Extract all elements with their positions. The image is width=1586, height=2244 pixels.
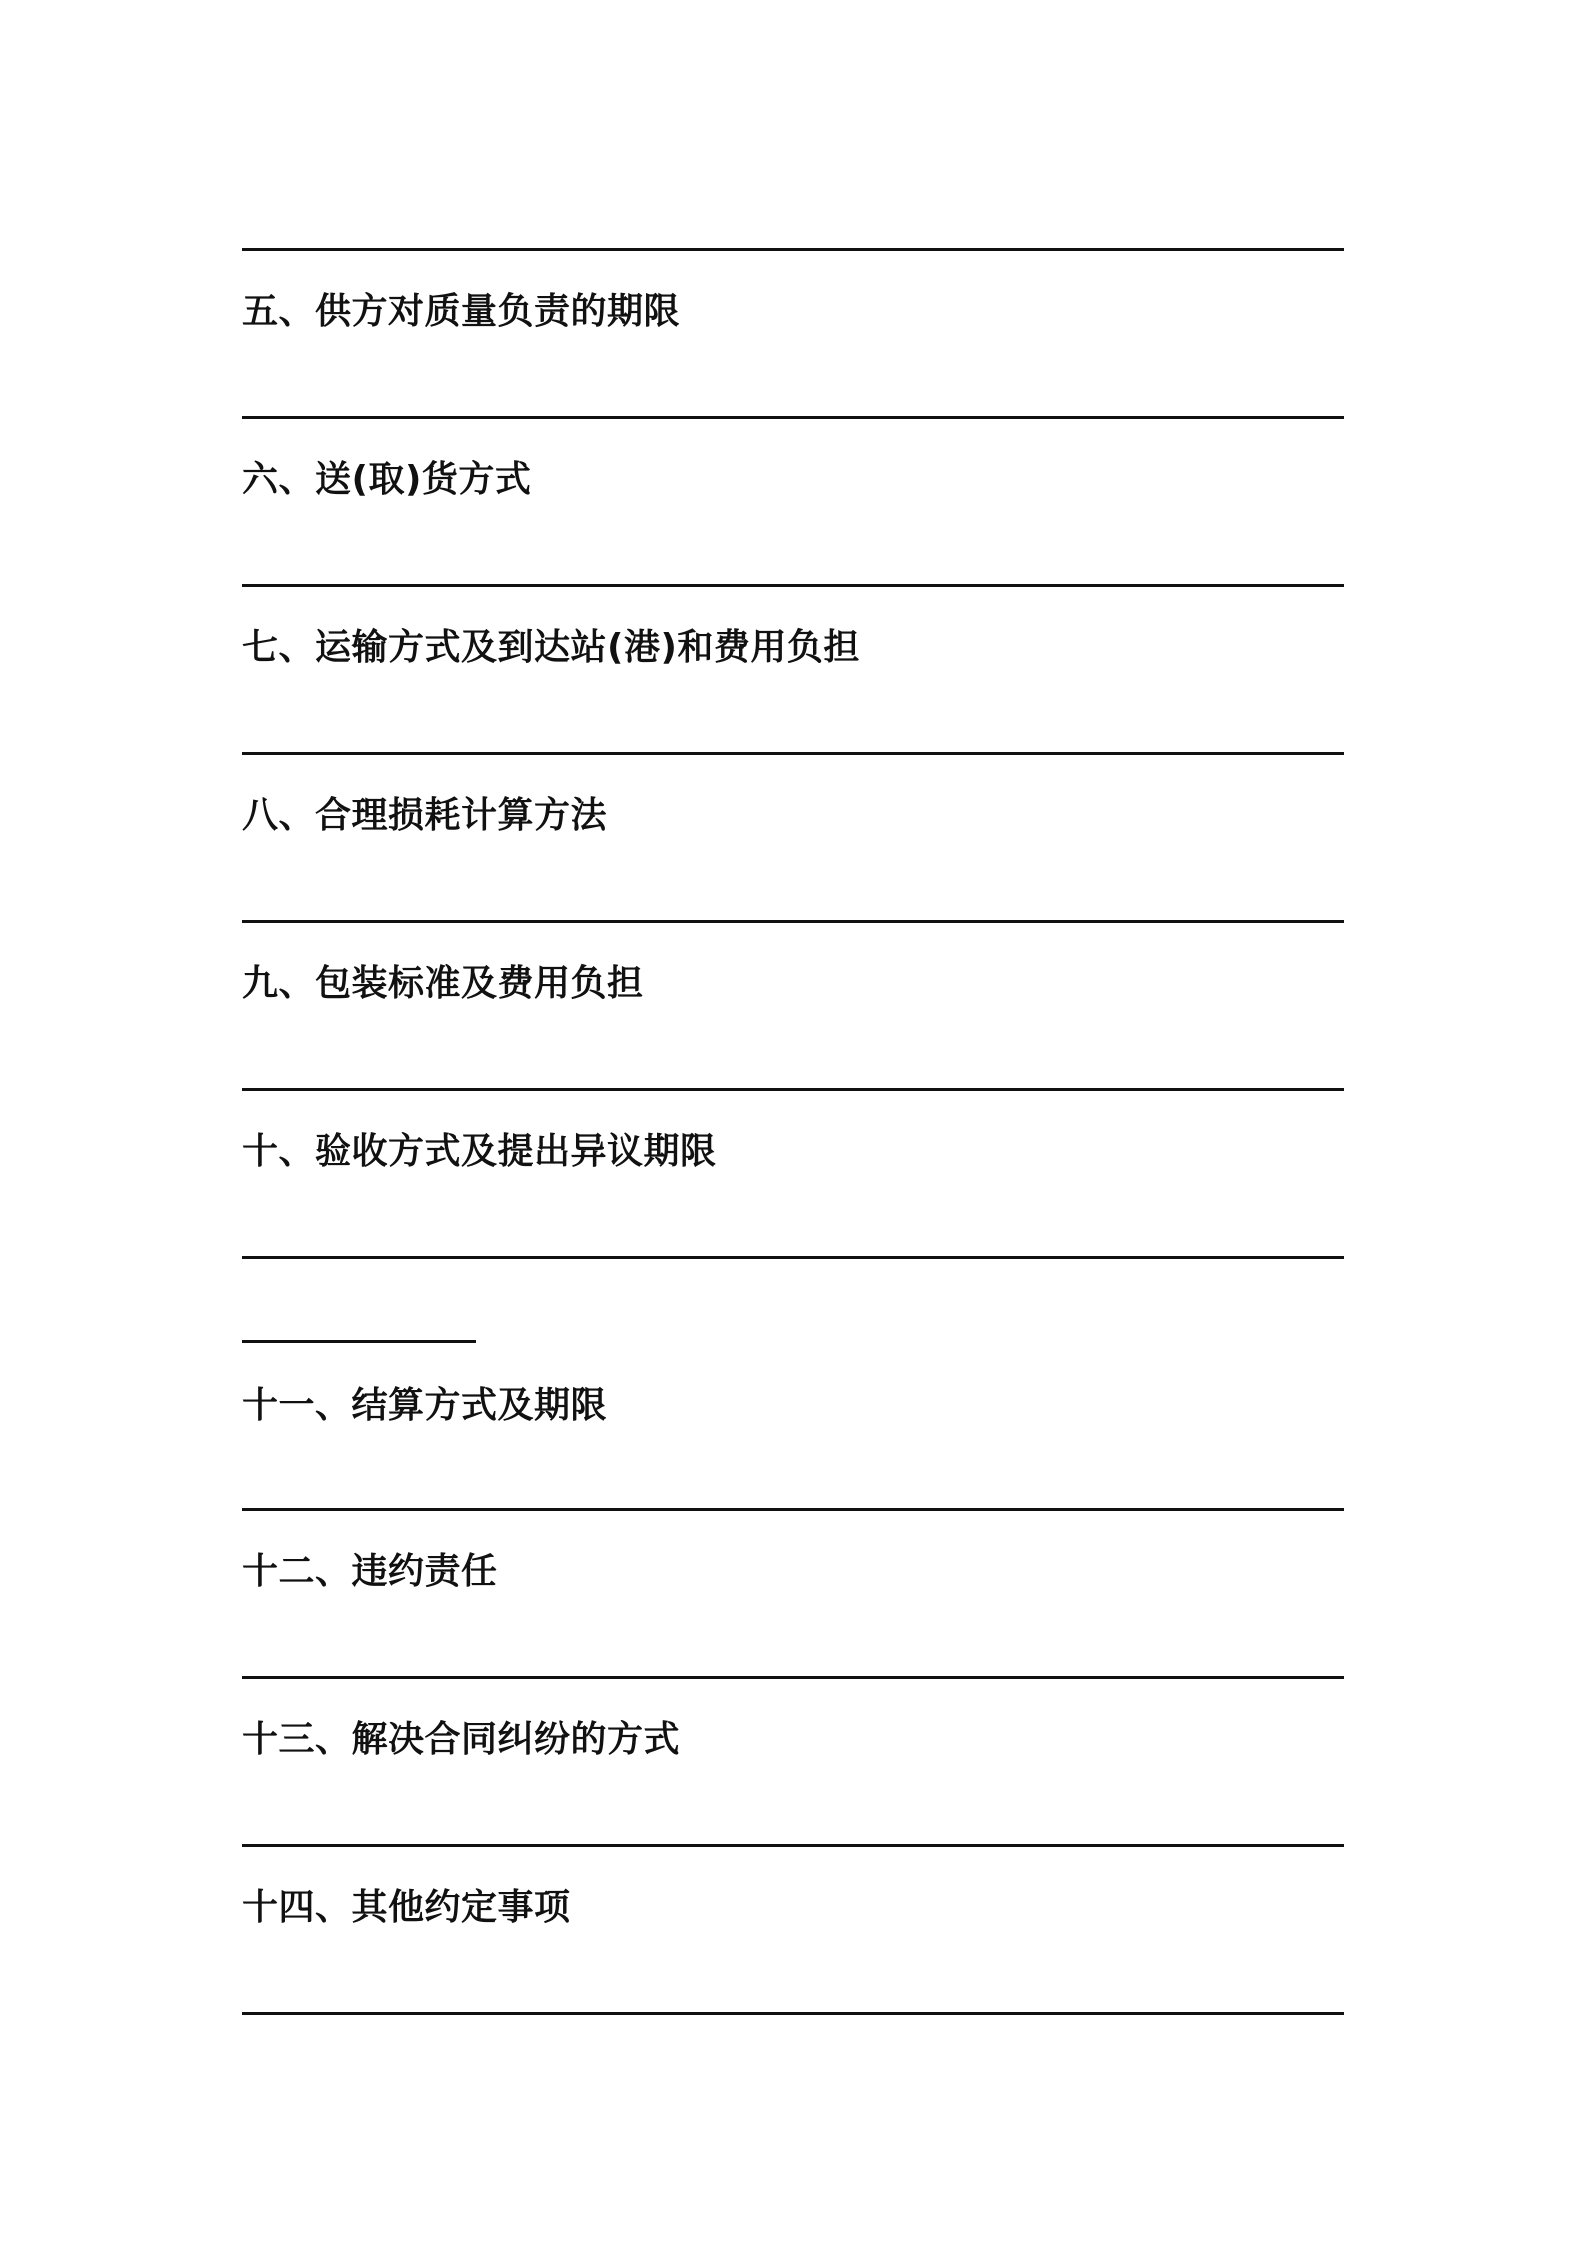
section-heading-14: 十四、其他约定事项 (242, 1887, 571, 1928)
section-heading-7: 七、运输方式及到达站(港)和费用负担 (242, 627, 860, 668)
blank-line (242, 1088, 1344, 1091)
section-heading-9: 九、包装标准及费用负担 (242, 963, 644, 1004)
section-heading-6: 六、送(取)货方式 (242, 459, 532, 500)
section-heading-11: 十一、结算方式及期限 (242, 1385, 608, 1426)
blank-line (242, 1844, 1344, 1847)
blank-line (242, 584, 1344, 587)
section-heading-12: 十二、违约责任 (242, 1551, 498, 1592)
blank-line (242, 416, 1344, 419)
blank-line (242, 1256, 1344, 1259)
blank-line (242, 920, 1344, 923)
section-heading-10: 十、验收方式及提出异议期限 (242, 1131, 717, 1172)
section-heading-5: 五、供方对质量负责的期限 (242, 291, 681, 332)
section-heading-13: 十三、解决合同纠纷的方式 (242, 1719, 681, 1760)
blank-line (242, 1508, 1344, 1511)
blank-line (242, 752, 1344, 755)
blank-line (242, 248, 1344, 251)
section-heading-8: 八、合理损耗计算方法 (242, 795, 608, 836)
blank-line-continuation (242, 1340, 476, 1343)
blank-line (242, 1676, 1344, 1679)
blank-line (242, 2012, 1344, 2015)
